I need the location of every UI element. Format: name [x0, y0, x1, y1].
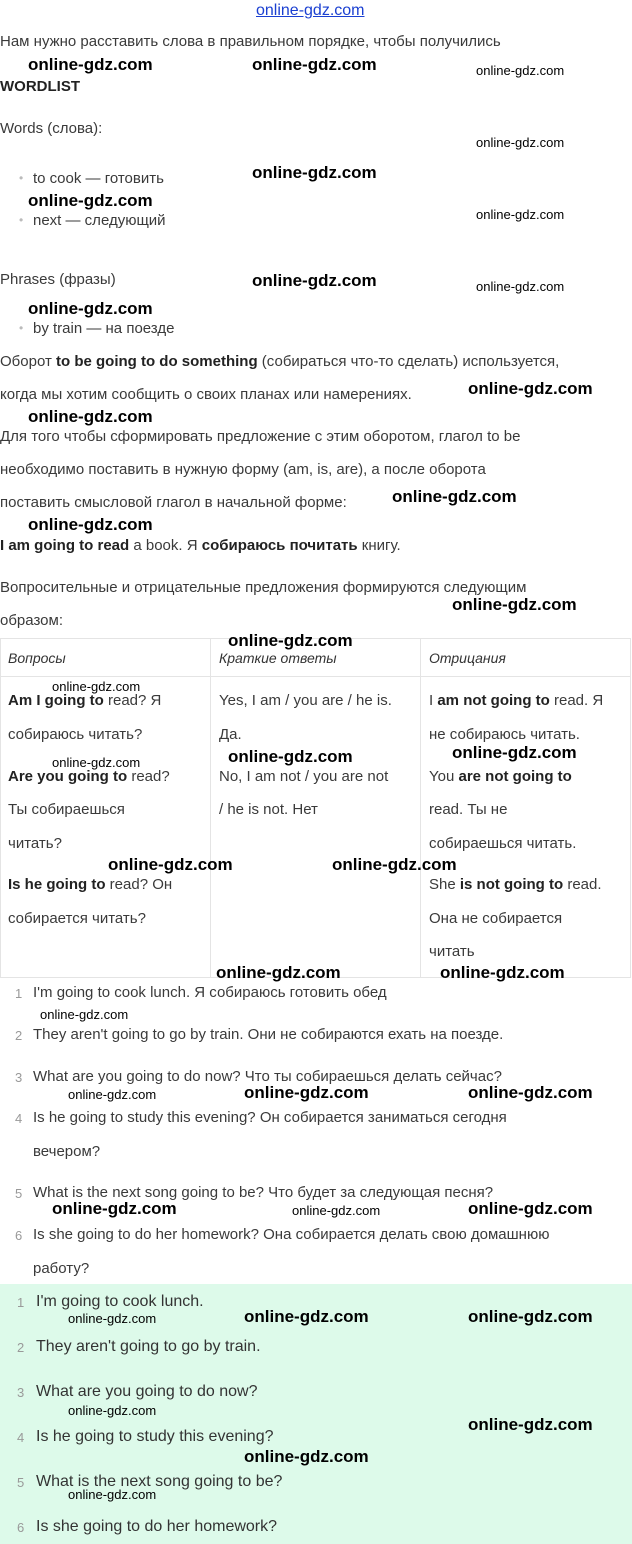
answer-item: I'm going to cook lunch. [36, 1293, 204, 1310]
table-cell: читать? [8, 835, 62, 852]
watermark: online-gdz.com [228, 747, 353, 766]
list-number: 2 [15, 1028, 23, 1043]
watermark: online-gdz.com [68, 1087, 157, 1102]
answer-number: 6 [17, 1520, 25, 1535]
watermark: online-gdz.com [28, 299, 153, 318]
table-header: Вопросы [8, 650, 66, 666]
watermark: online-gdz.com [108, 855, 233, 874]
rule-line: Оборот to be going to do something (собираться что-то сделать) используется, [0, 353, 560, 370]
watermark: online-gdz.com [52, 679, 141, 694]
table-divider [0, 676, 631, 677]
answer-number: 5 [17, 1475, 25, 1490]
table-cell: Are you going to read? [8, 768, 170, 785]
answer-item: Is he going to study this evening? [36, 1428, 274, 1445]
answer-item: What is the next song going to be? [36, 1473, 283, 1490]
table-cell: read. Ты не [429, 801, 508, 818]
list-item: What is the next song going to be? Что будет за следующая песня? [33, 1184, 494, 1201]
list-number: 6 [15, 1228, 23, 1243]
watermark: online-gdz.com [216, 963, 341, 982]
rule-line: необходимо поставить в нужную форму (am, is, are), а после оборота [0, 461, 486, 478]
watermark: online-gdz.com [40, 1007, 129, 1022]
rule-line: Вопросительные и отрицательные предложения формируются следующим [0, 579, 527, 596]
rule-line: когда мы хотим сообщить о своих планах или намерениях. [0, 386, 412, 403]
table-cell: собираюсь читать? [8, 726, 143, 743]
table-cell: собирается читать? [8, 910, 146, 927]
watermark: online-gdz.com [440, 963, 565, 982]
watermark: online-gdz.com [452, 743, 577, 762]
rule-line: Для того чтобы сформировать предложение с этим оборотом, глагол to be [0, 428, 521, 445]
table-cell: You are not going to [429, 768, 572, 785]
list-item: I'm going to cook lunch. Я собираюсь готовить обед [33, 984, 387, 1001]
watermark: online-gdz.com [476, 135, 565, 150]
table-cell: Да. [219, 726, 242, 743]
list-number: 3 [15, 1070, 23, 1085]
watermark: online-gdz.com [252, 163, 377, 182]
watermark: online-gdz.com [52, 1199, 177, 1218]
answer-number: 1 [17, 1295, 25, 1310]
table-cell: собираешься читать. [429, 835, 577, 852]
watermark: online-gdz.com [252, 271, 377, 290]
watermark: online-gdz.com [476, 63, 565, 78]
table-cell: Она не собирается [429, 910, 563, 927]
watermark: online-gdz.com [468, 379, 593, 398]
answer-item: Is she going to do her homework? [36, 1518, 278, 1535]
table-header: Отрицания [429, 650, 506, 666]
answer-item: What are you going to do now? [36, 1383, 258, 1400]
watermark: online-gdz.com [332, 855, 457, 874]
table-header: Краткие ответы [219, 650, 337, 666]
answer-item: They aren't going to go by train. [36, 1338, 261, 1355]
example-sentence: I am going to read a book. Я собираюсь почитать книгу. [0, 537, 401, 554]
watermark-link[interactable]: online-gdz.com [256, 2, 365, 19]
watermark: online-gdz.com [28, 191, 153, 210]
word-item: • next — следующий [33, 212, 166, 229]
table-cell: читать [429, 943, 475, 960]
table-divider [210, 638, 211, 978]
watermark: online-gdz.com [244, 1083, 369, 1102]
table-cell: Is he going to read? Он [8, 876, 173, 893]
watermark: online-gdz.com [452, 595, 577, 614]
watermark: online-gdz.com [228, 631, 353, 650]
watermark: online-gdz.com [252, 55, 377, 74]
table-cell: She is not going to read. [429, 876, 602, 893]
list-number: 4 [15, 1111, 23, 1126]
watermark: online-gdz.com [468, 1415, 593, 1434]
watermark: online-gdz.com [244, 1447, 369, 1466]
watermark: online-gdz.com [68, 1311, 157, 1326]
table-cell: Am I going to read? Я [8, 692, 162, 709]
answer-number: 2 [17, 1340, 25, 1355]
watermark: online-gdz.com [476, 207, 565, 222]
phrases-title: Phrases (фразы) [0, 271, 116, 288]
table-cell: не собираюсь читать. [429, 726, 580, 743]
list-item: What are you going to do now? Что ты собираешься делать сейчас? [33, 1068, 502, 1085]
rule-line: поставить смысловой глагол в начальной форме: [0, 494, 347, 511]
watermark: online-gdz.com [468, 1307, 593, 1326]
watermark: online-gdz.com [392, 487, 517, 506]
list-number: 1 [15, 986, 23, 1001]
list-item-continued: вечером? [33, 1143, 101, 1160]
answer-number: 3 [17, 1385, 25, 1400]
table-divider [420, 638, 421, 978]
watermark: online-gdz.com [52, 755, 141, 770]
table-cell: I am not going to read. Я [429, 692, 604, 709]
table-cell: Yes, I am / you are / he is. [219, 692, 392, 709]
watermark: online-gdz.com [28, 55, 153, 74]
phrase-item: • by train — на поезде [33, 320, 174, 337]
watermark: online-gdz.com [28, 515, 153, 534]
watermark: online-gdz.com [68, 1487, 157, 1502]
intro-text: Нам нужно расставить слова в правильном порядке, чтобы получились [0, 33, 501, 50]
watermark: online-gdz.com [244, 1307, 369, 1326]
answer-number: 4 [17, 1430, 25, 1445]
table-cell: Ты собираешься [8, 801, 125, 818]
words-title: Words (слова): [0, 120, 103, 137]
wordlist-title: WORDLIST [0, 78, 80, 95]
list-item: Is she going to do her homework? Она собирается делать свою домашнюю [33, 1226, 550, 1243]
list-number: 5 [15, 1186, 23, 1201]
watermark: online-gdz.com [68, 1403, 157, 1418]
list-item: They aren't going to go by train. Они не собираются ехать на поезде. [33, 1026, 504, 1043]
list-item-continued: работу? [33, 1260, 90, 1277]
watermark: online-gdz.com [476, 279, 565, 294]
table-cell: / he is not. Нет [219, 801, 318, 818]
word-item: • to cook — готовить [33, 170, 164, 187]
table-cell: No, I am not / you are not [219, 768, 389, 785]
watermark: online-gdz.com [468, 1199, 593, 1218]
list-item: Is he going to study this evening? Он собирается заниматься сегодня [33, 1109, 507, 1126]
rule-line: образом: [0, 612, 63, 629]
watermark: online-gdz.com [468, 1083, 593, 1102]
watermark: online-gdz.com [292, 1203, 381, 1218]
watermark: online-gdz.com [28, 407, 153, 426]
